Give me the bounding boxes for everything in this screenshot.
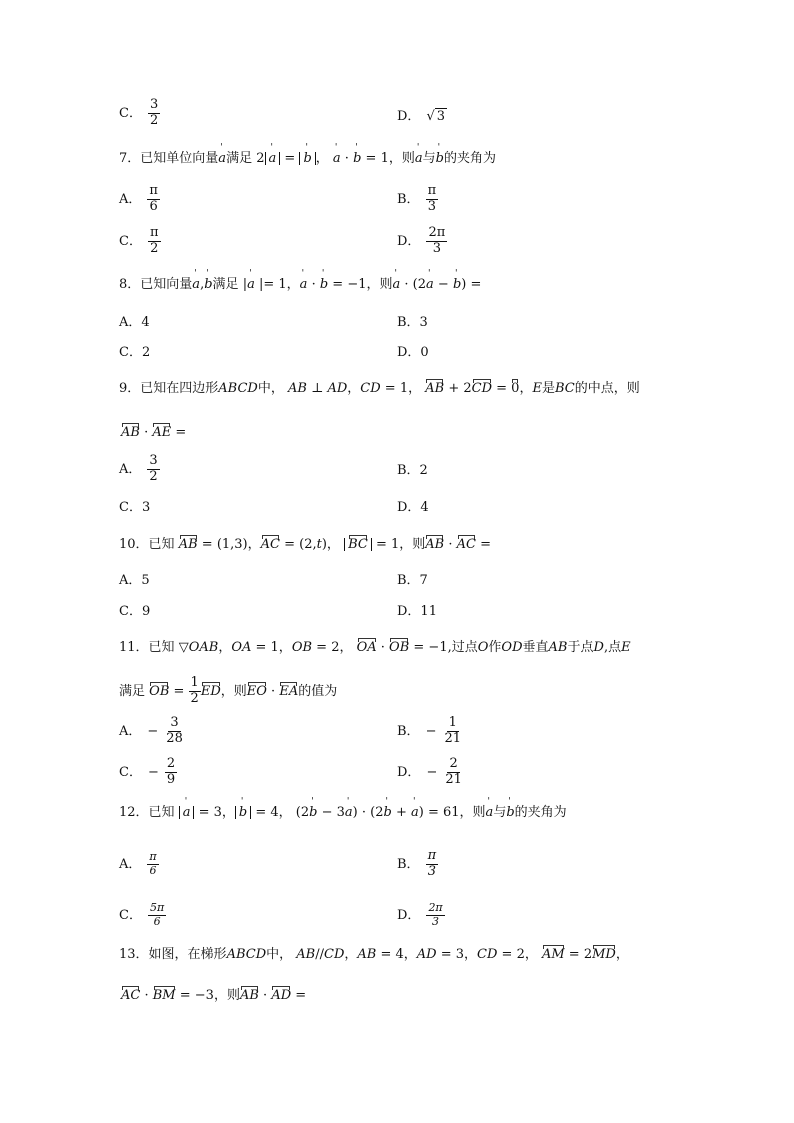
q9-stem-line1: 9．已知在四边形ABCD中， AB ⊥ AD，CD = 1， AB + 2CD = 0，E是BC的中点，则 [119,381,640,396]
q8-option-b: B．3 [397,315,428,330]
q12-option-c: C． $\frac{5\pi}{6}$ [119,901,165,928]
option-label: C． [119,105,142,121]
q6-option-d [397,110,447,123]
q13-stem-line2: AC · BM = −3，则AB · AD = [121,988,307,1003]
q8-option-a: A．4 [119,315,150,330]
q7-option-a: A． $\frac{\pi}{6}$ [119,183,158,214]
q11-stem-line2: 满足 OB = $\frac{1}{2}$ ED，则EO · EA的值为 [119,675,338,706]
q9-stem-line2: AB · AE = [121,425,187,440]
q13-stem-line1: 13．如图，在梯形ABCD中， AB//CD，AB = 4，AD = 3，CD = 2， AM = 2MD， [119,947,629,962]
option-label: D． [397,109,421,124]
fraction: $\frac{3}{2}$ [149,97,159,128]
q9-option-a: A． $\frac{3}{2}$ [119,453,158,484]
q8-option-c: C．2 [119,345,151,360]
q11-option-c: C． − $\frac{2}{9}$ [119,756,176,787]
q10-option-d: D．11 [397,604,437,619]
q12-stem: 12．已知 ' a = 3，' b = 4， (2' b − 3' a) · (2' b + ' a) = 61，则' a与' b的夹角为 [119,806,567,819]
q10-stem: 10．已知 AB = (1,3)，AC = (2,t)， BC = 1，则AB · AC = [119,537,492,552]
q11-option-a: A． − $\frac{3}{28}$ [119,715,183,746]
q11-option-d: D． − $\frac{2}{21}$ [397,756,462,787]
q11-stem-line1: 11．已知 ▽OAB，OA = 1，OB = 2， OA · OB = −1,过点O作OD垂直AB于点D,点E [119,640,631,655]
q7-stem: 7．已知单位向量' a满足 2' a = ' b ， ' a · ' b = 1，则' a与' b的夹角为 [119,152,496,165]
sqrt: √ 3 [426,109,446,124]
q12-option-d: D． $\frac{2\pi}{3}$ [397,901,443,928]
q9-option-d: D．4 [397,500,429,515]
q7-option-d: D． $\frac{2\pi}{3}$ [397,225,446,256]
q12-option-a: A． $\frac{\pi}{6}$ [119,850,157,877]
q12-option-b: B． $\frac{\pi}{3}$ [397,848,437,879]
q8-stem: 8．已知向量' a,' b满足 |' a |= 1，' a · ' b = −1，则' a · (2' a − ' b) = [119,278,481,291]
q7-option-b: B． $\frac{\pi}{3}$ [397,183,437,214]
q6-option-c [119,98,160,129]
q11-option-b: B． − $\frac{1}{21}$ [397,715,462,746]
q9-option-b: B．2 [397,463,428,478]
q8-option-d: D．0 [397,345,429,360]
q10-option-a: A．5 [119,573,150,588]
q10-option-c: C．9 [119,604,151,619]
q10-option-b: B．7 [397,573,428,588]
q9-option-c: C．3 [119,500,151,515]
q7-option-c: C． $\frac{\pi}{2}$ [119,225,159,256]
